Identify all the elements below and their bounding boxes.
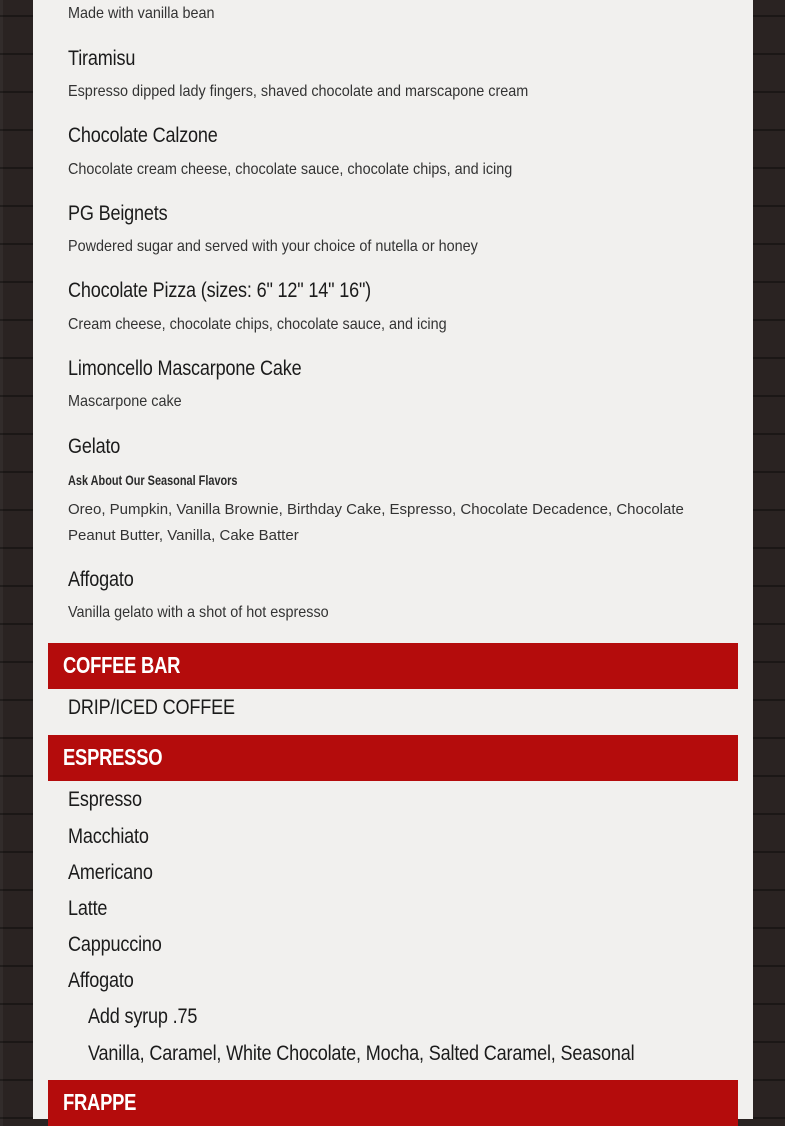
item-description: Vanilla gelato with a shot of hot espresso bbox=[68, 604, 329, 621]
item-description: Mascarpone cake bbox=[68, 393, 182, 410]
section-header-espresso bbox=[48, 735, 738, 781]
item-name-drip-iced-coffee: DRIP/ICED COFFEE bbox=[68, 696, 235, 719]
item-name-pg-beignets: PG Beignets bbox=[68, 202, 168, 225]
item-description: Cream cheese, chocolate chips, chocolate sauce, and icing bbox=[68, 316, 447, 333]
item-name-tiramisu: Tiramisu bbox=[68, 47, 136, 70]
item-name-gelato: Gelato bbox=[68, 435, 121, 458]
item-name-affogato: Affogato bbox=[68, 568, 134, 591]
item-description: Oreo, Pumpkin, Vanilla Brownie, Birthday Cake, Espresso, Chocolate Decadence, Chocolate Peanut Butter, Vanilla, Cake Batter bbox=[68, 501, 684, 544]
item-description: Powdered sugar and served with your choice of nutella or honey bbox=[68, 238, 478, 255]
item-name-chocolate-pizza: Chocolate Pizza (sizes: 6" 12" 14" 16") bbox=[68, 279, 372, 302]
item-name-latte: Latte bbox=[68, 897, 108, 920]
item-name-americano: Americano bbox=[68, 861, 153, 884]
section-title: FRAPPE bbox=[63, 1089, 137, 1115]
syrup-flavors: Vanilla, Caramel, White Chocolate, Mocha, Salted Caramel, Seasonal bbox=[88, 1042, 635, 1065]
item-name-limoncello-cake: Limoncello Mascarpone Cake bbox=[68, 357, 302, 380]
item-name-chocolate-calzone: Chocolate Calzone bbox=[68, 124, 218, 147]
section-header-frappe bbox=[48, 1080, 738, 1126]
item-description: Made with vanilla bean bbox=[68, 5, 215, 22]
item-name-affogato-espresso: Affogato bbox=[68, 969, 134, 992]
section-title: COFFEE BAR bbox=[63, 652, 181, 678]
item-description: Chocolate cream cheese, chocolate sauce, chocolate chips, and icing bbox=[68, 161, 513, 178]
item-description: Espresso dipped lady fingers, shaved chocolate and marscapone cream bbox=[68, 83, 529, 100]
item-name-cappuccino: Cappuccino bbox=[68, 933, 162, 956]
section-title: ESPRESSO bbox=[63, 744, 163, 770]
item-name-macchiato: Macchiato bbox=[68, 825, 149, 848]
seasonal-note: Ask About Our Seasonal Flavors bbox=[68, 472, 238, 488]
item-name-espresso: Espresso bbox=[68, 788, 142, 811]
syrup-addon: Add syrup .75 bbox=[88, 1005, 198, 1028]
section-header-coffee-bar bbox=[48, 643, 738, 689]
